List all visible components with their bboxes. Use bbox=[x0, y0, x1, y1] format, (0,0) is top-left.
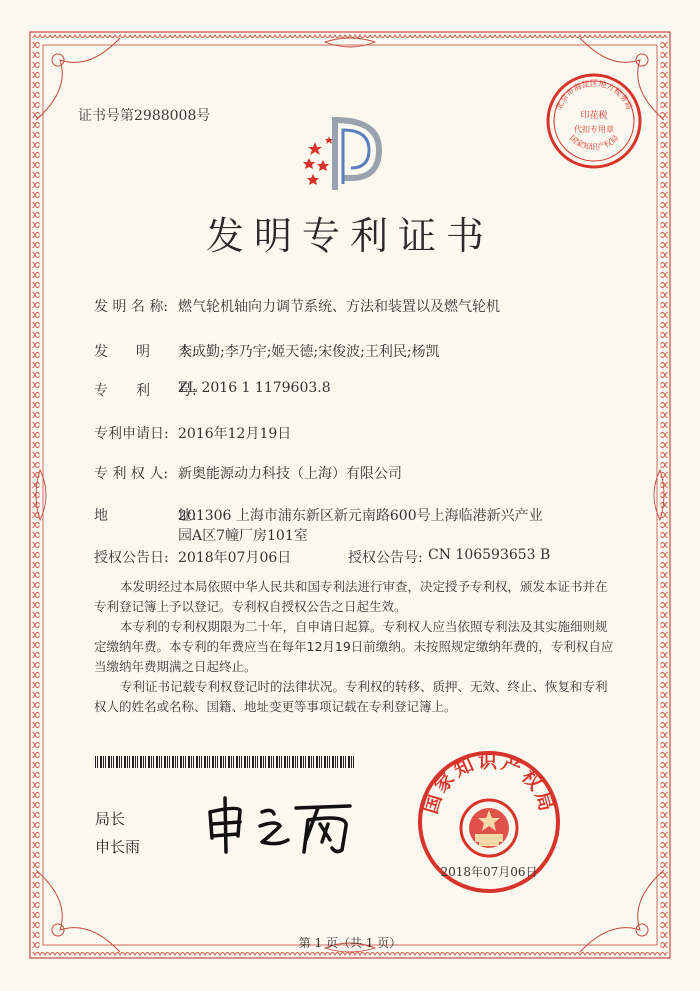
grant-date: 2018年07月06日 bbox=[178, 550, 292, 566]
paragraph-term: 本专利的专利权期限为二十年，自申请日起算。专利权人应当依照专利法及其实施细则规定缴纳年费。本专利的年费应当在每年12月19日前缴纳。未按照规定缴纳年费的，专利权自应当缴纳年费期满之日起终止。 bbox=[94, 619, 614, 674]
certificate-number: 证书号第2988008号 bbox=[78, 108, 211, 124]
official-seal bbox=[415, 748, 563, 896]
barcode bbox=[95, 756, 355, 768]
paragraph-legal-status: 专利证书记载专利权登记时的法律状况。专利权的转移、质押、无效、终止、恢复和专利权人的姓名或名称、国籍、地址变更等事项记载在专利登记簿上。 bbox=[94, 679, 608, 714]
patentee-label: 专 利 权 人: bbox=[94, 466, 169, 482]
tax-stamp-sub: 国家知识产权局 bbox=[567, 133, 621, 152]
body-text bbox=[94, 577, 614, 717]
invention-name: 燃气轮机轴向力调节系统、方法和装置以及燃气轮机 bbox=[178, 299, 500, 315]
tax-stamp-line2: 代扣专用章 bbox=[574, 125, 614, 134]
seal-date: 2018年07月06日 bbox=[440, 865, 538, 879]
tax-stamp-line1: 印花税 bbox=[580, 111, 608, 121]
paragraph-examination: 本发明经过本局依照中华人民共和国专利法进行审查，决定授予专利权，颁发本证书并在专利登记簿上予以登记。专利权自授权公告之日起生效。 bbox=[94, 579, 608, 614]
grant-no-label: 授权公告号: bbox=[348, 550, 423, 566]
svg-text:国家知识产权局 bbox=[568, 133, 621, 151]
director-name: 申长雨 bbox=[95, 838, 141, 856]
address-line1: 201306 上海市浦东新区新元南路600号上海临港新兴产业 bbox=[178, 508, 543, 524]
tax-stamp bbox=[543, 70, 645, 172]
address-line2: 园A区7幢厂房101室 bbox=[178, 528, 308, 544]
svg-text:国家知识产权局 bbox=[420, 750, 558, 817]
invention-name-label: 发 明 名 称: bbox=[94, 299, 169, 315]
page-footer: 第 1 页（共 1 页） bbox=[298, 936, 402, 950]
national-emblem-icon bbox=[461, 800, 517, 856]
seal-text: 国家知识产权局 bbox=[419, 750, 559, 817]
patent-number: ZL 2016 1 1179603.8 bbox=[178, 380, 331, 396]
inventors: 李成勤;李乃宇;姬天德;宋俊波;王利民;杨凯 bbox=[178, 344, 440, 360]
address-label: 地 址: bbox=[94, 508, 197, 524]
page-title: 发明专利证书 bbox=[205, 214, 494, 258]
patent-number-label: 专 利 号: bbox=[94, 383, 197, 399]
grant-date-label: 授权公告日: bbox=[94, 550, 169, 566]
inventor-label: 发 明 人: bbox=[94, 344, 197, 360]
application-date: 2016年12月19日 bbox=[178, 426, 292, 442]
tax-stamp-text: 北京市海淀区地方税务局 bbox=[554, 79, 634, 112]
director-signature bbox=[200, 790, 360, 860]
grant-no: CN 106593653 B bbox=[428, 547, 551, 563]
patentee: 新奥能源动力科技（上海）有限公司 bbox=[178, 466, 402, 482]
director-title: 局长 bbox=[95, 810, 126, 828]
patent-office-logo bbox=[295, 112, 395, 194]
application-date-label: 专利申请日: bbox=[94, 426, 169, 442]
